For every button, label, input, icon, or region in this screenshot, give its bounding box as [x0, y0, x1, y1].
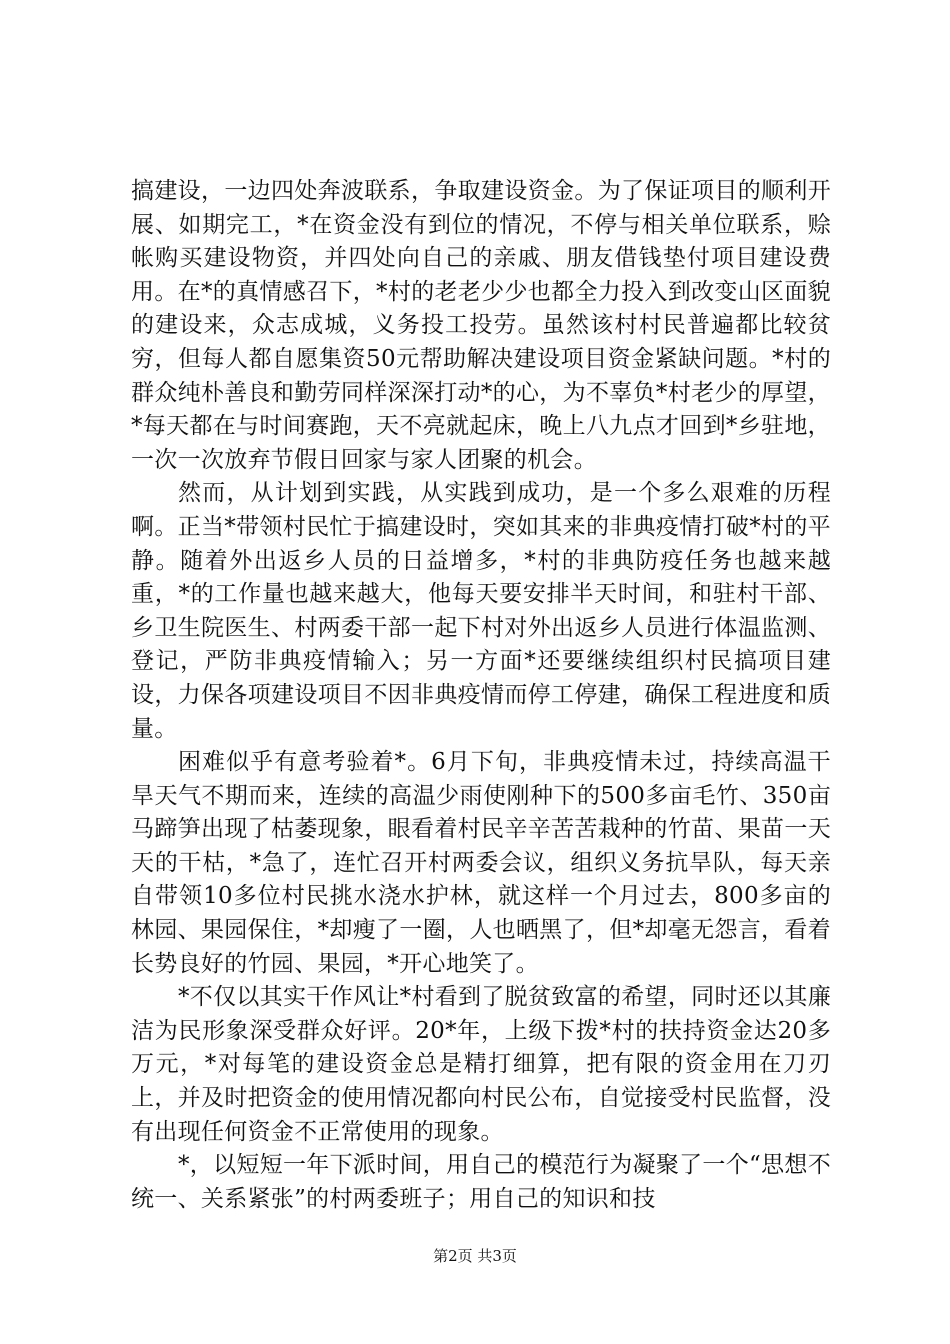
- paragraph-1: 搞建设，一边四处奔波联系，争取建设资金。为了保证项目的顺利开展、如期完工，*在资金没有到位的情况，不停与相关单位联系，赊帐购买建设物资，并四处向自己的亲戚、朋友借钱垫付项目建设费用。在*的真情感召下，*村的老老少少也都全力投入到改变山区面貌的建设来，众志成城，义务投工投劳。虽然该村村民普遍都比较贫穷，但每人都自愿集资50元帮助解决建设项目资金紧缺问题。*村的群众纯朴善良和勤劳同样深深打动*的心，为不辜负*村老少的厚望，*每天都在与时间赛跑，天不亮就起床，晚上八九点才回到*乡驻地，一次一次放弃节假日回家与家人团聚的机会。: [131, 178, 831, 473]
- paragraph-3: 困难似乎有意考验着*。6月下旬，非典疫情未过，持续高温干旱天气不期而来，连续的高温少雨使刚种下的500多亩毛竹、350亩马蹄笋出现了枯萎现象，眼看着村民辛辛苦苦栽种的竹苗、果苗一天天的干枯，*急了，连忙召开村两委会议，组织义务抗旱队，每天亲自带领10多位村民挑水浇水护林，就这样一个月过去，800多亩的林园、果园保住，*却瘦了一圈，人也晒黑了，但*却毫无怨言，看着长势良好的竹园、果园，*开心地笑了。: [131, 749, 831, 977]
- document-body: [131, 175, 831, 1216]
- paragraph-4: *不仅以其实干作风让*村看到了脱贫致富的希望，同时还以其廉洁为民形象深受群众好评。20*年，上级下拨*村的扶持资金达20多万元，*对每笔的建设资金总是精打细算，把有限的资金用在刀刃上，并及时把资金的使用情况都向村民公布，自觉接受村民监督，没有出现任何资金不正常使用的现象。: [131, 984, 831, 1145]
- paragraph-5: *，以短短一年下派时间，用自己的模范行为凝聚了一个“思想不统一、关系紧张”的村两委班子；用自己的知识和技: [131, 1152, 831, 1212]
- paragraph-2: 然而，从计划到实践，从实践到成功，是一个多么艰难的历程啊。正当*带领村民忙于搞建设时，突如其来的非典疫情打破*村的平静。随着外出返乡人员的日益增多，*村的非典防疫任务也越来越重，*的工作量也越来越大，他每天要安排半天时间，和驻村干部、乡卫生院医生、村两委干部一起下村对外出返乡人员进行体温监测、登记，严防非典疫情输入；另一方面*还要继续组织村民搞项目建设，力保各项建设项目不因非典疫情而停工停建，确保工程进度和质量。: [131, 480, 831, 742]
- page-number-footer: 第2页 共3页: [433, 1247, 517, 1265]
